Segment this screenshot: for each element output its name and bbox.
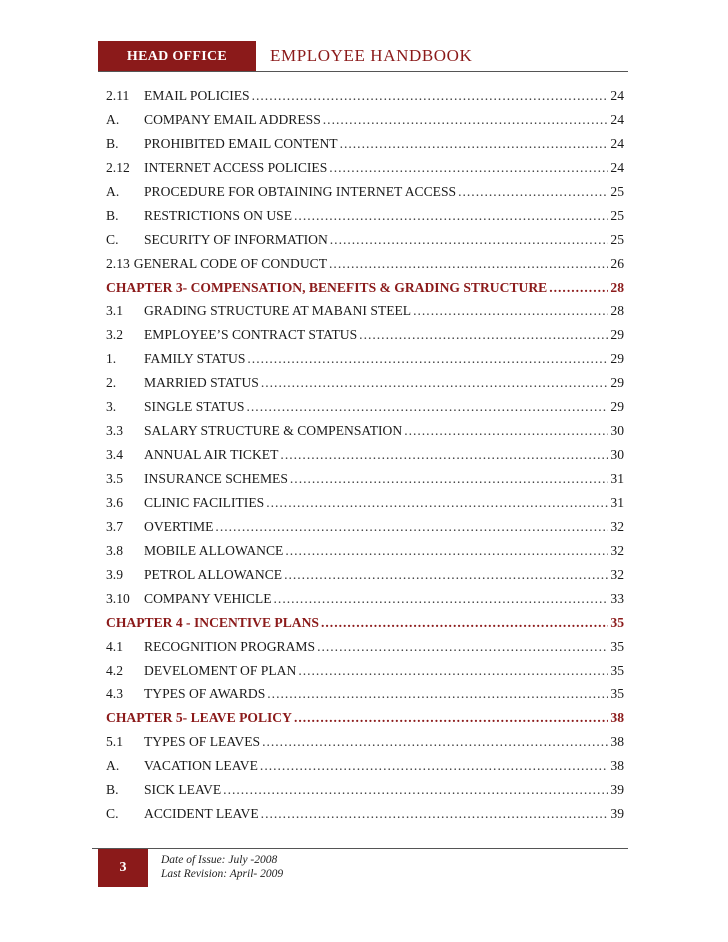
toc-dot-leader — [223, 778, 608, 802]
toc-entry-number: 2.13 — [106, 255, 130, 271]
toc-dot-leader — [294, 706, 608, 730]
toc-entry-number: A. — [106, 183, 120, 199]
toc-entry — [106, 156, 624, 180]
toc-dot-leader — [266, 491, 608, 515]
toc-entry — [106, 299, 624, 323]
toc-entry — [106, 778, 624, 802]
toc-entry — [106, 563, 624, 587]
toc-entry-number: 3.3 — [106, 423, 123, 439]
toc-entry-page: 31 — [610, 494, 624, 510]
toc-entry-page: 35 — [610, 614, 624, 630]
toc-chapter-entry — [106, 276, 624, 300]
toc-entry — [106, 730, 624, 754]
toc-entry-title: CHAPTER 4 - INCENTIVE PLANS — [106, 614, 319, 630]
toc-entry-title: INTERNET ACCESS POLICIES — [144, 159, 328, 175]
toc-entry-number: B. — [106, 135, 119, 151]
toc-entry-page: 26 — [610, 255, 624, 271]
toc-dot-leader — [247, 395, 609, 419]
toc-entry-title: COMPANY EMAIL ADDRESS — [144, 111, 321, 127]
toc-entry-number: 3.6 — [106, 494, 123, 510]
toc-entry — [106, 802, 624, 826]
toc-entry — [106, 587, 624, 611]
table-of-contents — [106, 84, 624, 826]
toc-entry-title: COMPANY VEHICLE — [144, 590, 272, 606]
toc-entry — [106, 491, 624, 515]
toc-entry-title: SICK LEAVE — [144, 782, 222, 798]
toc-entry-title: RECOGNITION PROGRAMS — [144, 638, 316, 654]
toc-entry-page: 29 — [610, 399, 624, 415]
toc-dot-leader — [285, 539, 608, 563]
toc-entry-number: 3.7 — [106, 518, 123, 534]
toc-entry-page: 35 — [610, 662, 624, 678]
toc-dot-leader — [549, 276, 608, 300]
toc-entry-title: FAMILY STATUS — [144, 351, 246, 367]
toc-dot-leader — [317, 635, 608, 659]
toc-entry-page: 38 — [610, 710, 624, 726]
toc-entry-title: PROHIBITED EMAIL CONTENT — [144, 135, 338, 151]
toc-entry-page: 29 — [610, 351, 624, 367]
toc-entry-number: 1. — [106, 351, 117, 367]
toc-entry-number: 3.4 — [106, 447, 123, 463]
toc-dot-leader — [262, 730, 608, 754]
toc-chapter-entry — [106, 706, 624, 730]
toc-entry-title: INSURANCE SCHEMES — [144, 471, 288, 486]
toc-entry-number: 3.10 — [106, 590, 130, 606]
toc-entry — [106, 443, 624, 467]
toc-dot-leader — [340, 132, 609, 156]
toc-entry-number: 3.5 — [106, 471, 123, 486]
toc-entry — [106, 467, 624, 491]
toc-entry-title: CLINIC FACILITIES — [144, 494, 265, 510]
toc-entry-number: 4.3 — [106, 686, 123, 702]
toc-entry — [106, 515, 624, 539]
toc-dot-leader — [274, 587, 609, 611]
toc-dot-leader — [298, 659, 608, 683]
toc-dot-leader — [458, 180, 608, 204]
toc-entry-number: 4.2 — [106, 662, 123, 678]
toc-entry — [106, 228, 624, 252]
toc-dot-leader — [359, 323, 608, 347]
toc-entry — [106, 371, 624, 395]
toc-entry — [106, 180, 624, 204]
toc-entry-title: GENERAL CODE OF CONDUCT — [133, 255, 328, 271]
page-number: 3 — [98, 849, 148, 887]
toc-entry-number: A. — [106, 758, 120, 774]
toc-dot-leader — [261, 802, 609, 826]
toc-entry — [106, 539, 624, 563]
toc-entry-title: TYPES OF LEAVES — [144, 734, 261, 750]
toc-entry-title: EMAIL POLICIES — [144, 88, 250, 103]
toc-entry-title: ANNUAL AIR TICKET — [144, 447, 279, 463]
header-divider — [98, 71, 628, 72]
toc-entry-number: 2.11 — [106, 88, 130, 103]
toc-chapter-entry — [106, 611, 624, 635]
toc-entry-page: 33 — [610, 590, 624, 606]
toc-entry-number: 3.9 — [106, 566, 123, 582]
footer-divider — [92, 848, 628, 849]
toc-entry-page: 35 — [610, 686, 624, 702]
toc-dot-leader — [260, 754, 608, 778]
toc-entry-page: 24 — [610, 159, 624, 175]
toc-entry-number: 3.8 — [106, 542, 123, 558]
toc-entry-page: 32 — [610, 566, 624, 582]
toc-dot-leader — [261, 371, 609, 395]
toc-entry-number: C. — [106, 806, 119, 822]
toc-dot-leader — [330, 228, 609, 252]
toc-entry-number: B. — [106, 207, 119, 223]
toc-dot-leader — [290, 467, 609, 491]
toc-dot-leader — [321, 611, 608, 635]
toc-entry-title: MARRIED STATUS — [144, 375, 259, 391]
toc-entry-number: 5.1 — [106, 734, 123, 750]
toc-entry-number: C. — [106, 231, 119, 247]
toc-entry — [106, 132, 624, 156]
toc-entry-number: A. — [106, 111, 120, 127]
toc-entry-page: 32 — [610, 542, 624, 558]
toc-entry — [106, 108, 624, 132]
toc-entry-title: VACATION LEAVE — [144, 758, 258, 774]
last-revision: Last Revision: April- 2009 — [161, 868, 284, 880]
toc-entry-page: 24 — [610, 88, 624, 103]
page-header — [98, 41, 628, 72]
toc-entry-page: 29 — [610, 375, 624, 391]
toc-entry — [106, 682, 624, 706]
toc-dot-leader — [323, 108, 609, 132]
toc-entry-page: 28 — [610, 303, 624, 319]
toc-entry — [106, 395, 624, 419]
toc-dot-leader — [252, 84, 609, 108]
toc-entry — [106, 754, 624, 778]
toc-entry-title: MOBILE ALLOWANCE — [144, 542, 284, 558]
toc-dot-leader — [280, 443, 608, 467]
footer-dates — [161, 853, 283, 881]
toc-entry-page: 25 — [610, 231, 624, 247]
toc-entry-title: ACCIDENT LEAVE — [144, 806, 259, 822]
toc-dot-leader — [284, 563, 608, 587]
toc-entry-page: 30 — [610, 447, 624, 463]
issue-date: Date of Issue: July -2008 — [161, 854, 278, 866]
toc-entry-page: 24 — [610, 111, 624, 127]
toc-dot-leader — [404, 419, 608, 443]
toc-entry-page: 25 — [610, 207, 624, 223]
toc-dot-leader — [215, 515, 608, 539]
toc-entry — [106, 419, 624, 443]
toc-entry-title: EMPLOYEE’S CONTRACT STATUS — [144, 327, 358, 343]
toc-entry-number: 3.1 — [106, 303, 123, 319]
toc-entry-title: DEVELOMENT OF PLAN — [144, 662, 297, 678]
toc-entry-title: GRADING STRUCTURE AT MABANI STEEL — [144, 303, 412, 319]
toc-dot-leader — [329, 156, 608, 180]
toc-dot-leader — [294, 204, 608, 228]
toc-entry-page: 38 — [610, 734, 624, 750]
toc-entry-page: 24 — [610, 135, 624, 151]
toc-entry — [106, 252, 624, 276]
toc-entry-title: SECURITY OF INFORMATION — [144, 231, 328, 247]
toc-entry-page: 32 — [610, 518, 624, 534]
toc-entry-title: PROCEDURE FOR OBTAINING INTERNET ACCESS — [144, 183, 457, 199]
toc-entry-page: 39 — [610, 782, 624, 798]
toc-entry — [106, 84, 624, 108]
toc-entry — [106, 204, 624, 228]
toc-entry-number: 3.2 — [106, 327, 123, 343]
toc-entry-title: RESTRICTIONS ON USE — [144, 207, 293, 223]
toc-entry-number: 2. — [106, 375, 117, 391]
toc-entry-number: 3. — [106, 399, 117, 415]
toc-entry — [106, 323, 624, 347]
toc-entry-page: 31 — [610, 471, 624, 486]
toc-dot-leader — [413, 299, 608, 323]
toc-entry-page: 39 — [610, 806, 624, 822]
toc-dot-leader — [247, 347, 608, 371]
toc-entry-number: 2.12 — [106, 159, 130, 175]
toc-entry-title: TYPES OF AWARDS — [144, 686, 266, 702]
toc-entry — [106, 659, 624, 683]
toc-entry-title: PETROL ALLOWANCE — [144, 566, 283, 582]
toc-entry-title: CHAPTER 5- LEAVE POLICY — [106, 710, 292, 726]
toc-entry-page: 28 — [610, 279, 624, 295]
toc-dot-leader — [329, 252, 608, 276]
toc-entry — [106, 635, 624, 659]
toc-entry-title: SALARY STRUCTURE & COMPENSATION — [144, 423, 403, 439]
toc-entry-page: 30 — [610, 423, 624, 439]
toc-entry-number: B. — [106, 782, 119, 798]
toc-entry — [106, 347, 624, 371]
toc-entry-page: 35 — [610, 638, 624, 654]
toc-entry-number: 4.1 — [106, 638, 123, 654]
toc-dot-leader — [267, 682, 608, 706]
toc-entry-title: SINGLE STATUS — [144, 399, 245, 415]
toc-entry-page: 38 — [610, 758, 624, 774]
toc-entry-page: 29 — [610, 327, 624, 343]
toc-entry-page: 25 — [610, 183, 624, 199]
toc-entry-title: OVERTIME — [144, 518, 214, 534]
head-office-label: HEAD OFFICE — [98, 41, 256, 72]
handbook-title: EMPLOYEE HANDBOOK — [270, 46, 473, 65]
toc-entry-title: CHAPTER 3- COMPENSATION, BENEFITS & GRADING STRUCTURE — [106, 279, 548, 295]
